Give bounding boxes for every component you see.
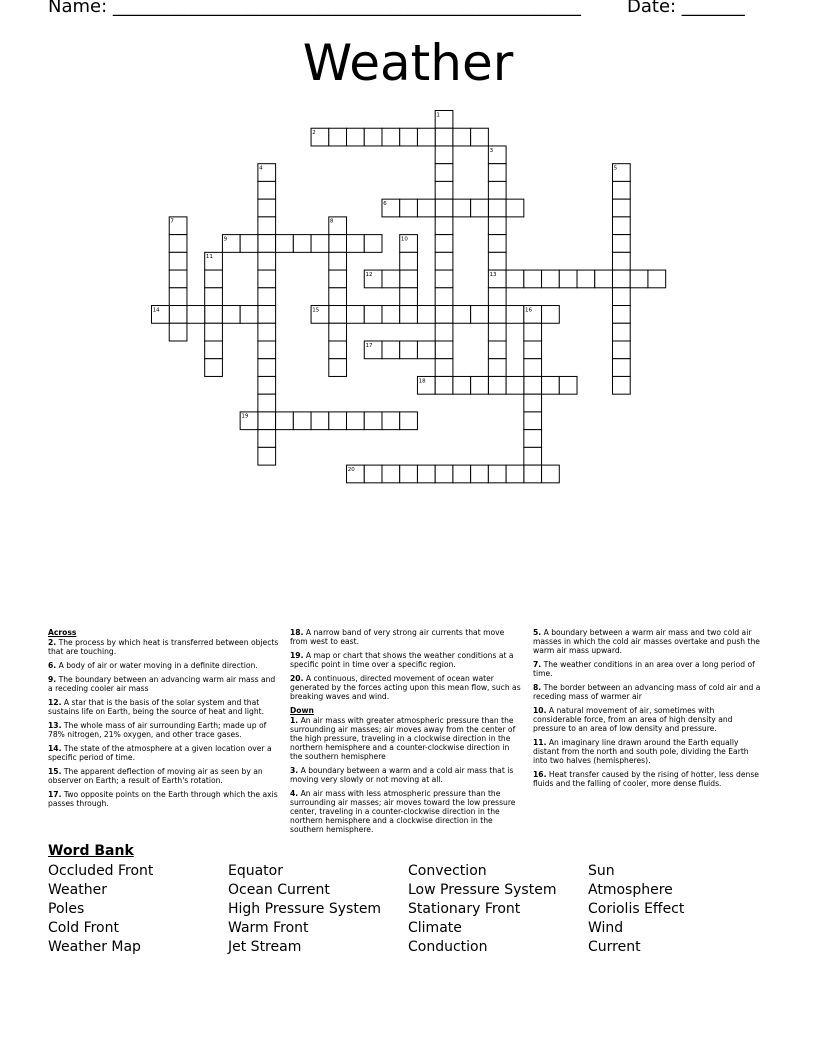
- page-title: Weather: [302, 34, 514, 92]
- clue-item: [48, 638, 280, 656]
- clue-item: [48, 675, 280, 693]
- clue-text: The state of the atmosphere at a given location over a specific period of time.: [48, 744, 272, 762]
- word-bank-title: Word Bank: [48, 843, 134, 859]
- grid-cell[interactable]: [240, 306, 258, 324]
- grid-cell[interactable]: [347, 235, 365, 253]
- clue-text: A map or chart that shows the weather conditions at a specific point in time over a specific region.: [290, 651, 514, 669]
- grid-cell[interactable]: [524, 412, 542, 430]
- grid-cell[interactable]: [382, 270, 400, 288]
- grid-cell[interactable]: [347, 128, 365, 146]
- grid-cell[interactable]: [400, 412, 418, 430]
- clue-number: 10: [400, 236, 408, 243]
- grid-cell[interactable]: [329, 323, 347, 341]
- grid-cell[interactable]: [612, 181, 630, 199]
- clue-text: The boundary between an advancing warm air mass and a receding cooler air mass: [48, 675, 276, 693]
- grid-cell[interactable]: [205, 270, 223, 288]
- clue-number: 13: [489, 271, 497, 278]
- clue-number: 18: [418, 378, 426, 385]
- grid-cell[interactable]: [435, 128, 453, 146]
- grid-cell[interactable]: [471, 376, 489, 394]
- grid-cell[interactable]: [435, 306, 453, 324]
- clue-item: [48, 790, 280, 808]
- word-bank-item: Weather: [48, 882, 107, 898]
- grid-cell[interactable]: [524, 430, 542, 448]
- clue-number: 16: [525, 307, 533, 314]
- clue-number: 5: [613, 165, 618, 172]
- grid-cell[interactable]: [400, 252, 418, 270]
- clue-item: [533, 706, 765, 733]
- grid-cell[interactable]: [612, 199, 630, 217]
- grid-cell[interactable]: [488, 359, 506, 377]
- grid-cell[interactable]: [400, 199, 418, 217]
- grid-cell[interactable]: [435, 323, 453, 341]
- grid-cell[interactable]: [258, 217, 276, 235]
- grid-cell[interactable]: [471, 465, 489, 483]
- grid-cell[interactable]: [258, 359, 276, 377]
- clue-text: The whole mass of air surrounding Earth; made up of 78% nitrogen, 21% oxygen, and other trace gases.: [48, 721, 267, 739]
- clue-number: 20: [347, 466, 355, 473]
- grid-cell[interactable]: [258, 270, 276, 288]
- grid-cell[interactable]: [471, 306, 489, 324]
- grid-cell[interactable]: [205, 359, 223, 377]
- grid-cell[interactable]: [293, 235, 311, 253]
- grid-cell[interactable]: [382, 465, 400, 483]
- grid-cell[interactable]: [488, 217, 506, 235]
- grid-cell[interactable]: [400, 288, 418, 306]
- clue-item: [533, 738, 765, 765]
- grid-cell[interactable]: [258, 394, 276, 412]
- grid-cell[interactable]: [382, 306, 400, 324]
- grid-cell[interactable]: [311, 235, 329, 253]
- grid-cell[interactable]: [612, 217, 630, 235]
- clue-num: 1.: [290, 716, 299, 725]
- word-bank-item: Warm Front: [228, 920, 309, 936]
- clue-num: 18.: [290, 628, 304, 637]
- clue-number: 4: [259, 165, 263, 172]
- grid-cell[interactable]: [169, 306, 187, 324]
- word-bank-item: Atmosphere: [588, 882, 673, 898]
- clue-num: 16.: [533, 770, 547, 779]
- grid-cell[interactable]: [435, 146, 453, 164]
- clue-num: 15.: [48, 767, 62, 776]
- clues-column-2: [290, 628, 522, 839]
- grid-cell[interactable]: [612, 270, 630, 288]
- grid-cell[interactable]: [488, 199, 506, 217]
- grid-cell[interactable]: [435, 217, 453, 235]
- clue-text: An air mass with greater atmospheric pressure than the surrounding air masses; air moves away from the center of the high pressure, traveling in a clockwise direction in the northern hemisphere and a counter-clockwise direction in the southern hemisphere: [290, 716, 516, 761]
- grid-cell[interactable]: [417, 341, 435, 359]
- grid-cell[interactable]: [435, 288, 453, 306]
- clue-text: The apparent deflection of moving air as seen by an observer on Earth; a result of Earth's rotation.: [48, 767, 263, 785]
- grid-cell[interactable]: [524, 376, 542, 394]
- clue-item: [290, 789, 522, 834]
- grid-cell[interactable]: [453, 376, 471, 394]
- grid-cell[interactable]: [488, 164, 506, 182]
- grid-cell[interactable]: [506, 199, 524, 217]
- grid-cell[interactable]: [435, 376, 453, 394]
- grid-cell[interactable]: [205, 323, 223, 341]
- grid-cell[interactable]: [400, 128, 418, 146]
- clue-item: [533, 770, 765, 788]
- grid-cell[interactable]: [382, 412, 400, 430]
- grid-cell[interactable]: [435, 359, 453, 377]
- word-bank-item: Cold Front: [48, 920, 119, 936]
- word-bank-item: Ocean Current: [228, 882, 330, 898]
- clues-column-3: [533, 628, 765, 793]
- clue-text: A boundary between a warm and a cold air mass that is moving very slowly or not moving at all.: [290, 766, 514, 784]
- grid-cell[interactable]: [559, 270, 577, 288]
- grid-cell[interactable]: [471, 199, 489, 217]
- grid-cell[interactable]: [542, 465, 560, 483]
- grid-cell[interactable]: [435, 235, 453, 253]
- clue-num: 13.: [48, 721, 62, 730]
- word-bank-column: [228, 862, 408, 957]
- grid-cell[interactable]: [453, 199, 471, 217]
- clue-item: [533, 660, 765, 678]
- grid-cell[interactable]: [524, 465, 542, 483]
- down-heading: Down: [290, 706, 314, 715]
- grid-cell[interactable]: [435, 270, 453, 288]
- grid-cell[interactable]: [506, 465, 524, 483]
- grid-cell[interactable]: [612, 323, 630, 341]
- clue-item: [533, 683, 765, 701]
- grid-cell[interactable]: [205, 341, 223, 359]
- clue-item: [48, 661, 280, 670]
- clue-num: 2.: [48, 638, 57, 647]
- crossword-grid: [0, 0, 816, 520]
- grid-cell[interactable]: [577, 270, 595, 288]
- grid-cell[interactable]: [187, 306, 205, 324]
- clue-text: A continuous, directed movement of ocean water generated by the forces acting upon this mean flow, such as breaking waves and wind.: [290, 674, 521, 701]
- grid-cell[interactable]: [276, 412, 294, 430]
- grid-cell[interactable]: [382, 341, 400, 359]
- clue-item: [48, 744, 280, 762]
- clue-item: [290, 716, 522, 761]
- grid-cell[interactable]: [329, 235, 347, 253]
- grid-cell[interactable]: [630, 270, 648, 288]
- grid-cell[interactable]: [382, 128, 400, 146]
- grid-cell[interactable]: [258, 235, 276, 253]
- clue-num: 17.: [48, 790, 62, 799]
- grid-cell[interactable]: [542, 270, 560, 288]
- clue-num: 5.: [533, 628, 542, 637]
- grid-cell[interactable]: [524, 359, 542, 377]
- grid-cell[interactable]: [453, 306, 471, 324]
- grid-cell[interactable]: [364, 235, 382, 253]
- clue-item: [290, 674, 522, 701]
- word-bank-item: Weather Map: [48, 939, 141, 955]
- grid-cell[interactable]: [364, 306, 382, 324]
- word-bank-column: [48, 862, 228, 957]
- word-bank-item: Sun: [588, 863, 615, 879]
- clue-item: [290, 766, 522, 784]
- grid-cell[interactable]: [488, 306, 506, 324]
- grid-cell[interactable]: [329, 288, 347, 306]
- grid-cell[interactable]: [612, 341, 630, 359]
- word-bank-item: Conduction: [408, 939, 488, 955]
- grid-cell[interactable]: [417, 465, 435, 483]
- grid-cell[interactable]: [258, 252, 276, 270]
- grid-cell[interactable]: [453, 128, 471, 146]
- grid-cell[interactable]: [258, 412, 276, 430]
- grid-cell[interactable]: [169, 235, 187, 253]
- word-bank-item: Equator: [228, 863, 283, 879]
- word-bank-item: Stationary Front: [408, 901, 521, 917]
- grid-cell[interactable]: [488, 252, 506, 270]
- grid-cell[interactable]: [258, 376, 276, 394]
- grid-cell[interactable]: [435, 181, 453, 199]
- clue-num: 14.: [48, 744, 62, 753]
- clue-text: The border between an advancing mass of cold air and a receding mass of warmer air: [533, 683, 761, 701]
- grid-cell[interactable]: [169, 270, 187, 288]
- word-bank-item: Low Pressure System: [408, 882, 557, 898]
- word-bank-item: Occluded Front: [48, 863, 154, 879]
- grid-cell[interactable]: [329, 412, 347, 430]
- clue-num: 19.: [290, 651, 304, 660]
- grid-cell[interactable]: [258, 199, 276, 217]
- clue-num: 6.: [48, 661, 57, 670]
- grid-cell[interactable]: [258, 288, 276, 306]
- clue-number: 11: [205, 254, 213, 261]
- clue-item: [48, 721, 280, 739]
- grid-cell[interactable]: [435, 465, 453, 483]
- grid-cell[interactable]: [258, 447, 276, 465]
- grid-cell[interactable]: [169, 323, 187, 341]
- grid-cell[interactable]: [648, 270, 666, 288]
- grid-cell[interactable]: [347, 412, 365, 430]
- clue-text: An imaginary line drawn around the Earth equally distant from the north and south pole, dividing the Earth into two halves (hemispheres).: [533, 738, 749, 765]
- grid-cell[interactable]: [258, 430, 276, 448]
- grid-cell[interactable]: [506, 376, 524, 394]
- clue-item: [48, 698, 280, 716]
- grid-cell[interactable]: [612, 306, 630, 324]
- grid-cell[interactable]: [417, 199, 435, 217]
- grid-cell[interactable]: [258, 323, 276, 341]
- grid-cell[interactable]: [595, 270, 613, 288]
- grid-cell[interactable]: [488, 235, 506, 253]
- grid-cell[interactable]: [524, 394, 542, 412]
- clue-text: A natural movement of air, sometimes with considerable force, from an area of high density and pressure to an area of low density and pressure.: [533, 706, 733, 733]
- word-bank-item: High Pressure System: [228, 901, 382, 917]
- date-field: Date: _______: [627, 0, 745, 17]
- grid-cell[interactable]: [612, 252, 630, 270]
- clue-number: 3: [489, 147, 494, 154]
- grid-cell[interactable]: [169, 288, 187, 306]
- grid-cell[interactable]: [400, 270, 418, 288]
- grid-cell[interactable]: [311, 412, 329, 430]
- grid-cell[interactable]: [329, 252, 347, 270]
- grid-cell[interactable]: [524, 447, 542, 465]
- grid-cell[interactable]: [524, 270, 542, 288]
- clue-text: Two opposite points on the Earth through which the axis passes through.: [48, 790, 278, 808]
- grid-cell[interactable]: [542, 376, 560, 394]
- grid-cell[interactable]: [417, 306, 435, 324]
- grid-cell[interactable]: [488, 341, 506, 359]
- grid-cell[interactable]: [329, 306, 347, 324]
- clue-num: 20.: [290, 674, 304, 683]
- grid-cell[interactable]: [258, 341, 276, 359]
- word-bank-item: Poles: [48, 901, 85, 917]
- clue-num: 10.: [533, 706, 547, 715]
- grid-cell[interactable]: [329, 128, 347, 146]
- grid-cell[interactable]: [329, 270, 347, 288]
- clue-number: 8: [330, 218, 334, 225]
- grid-cell[interactable]: [435, 199, 453, 217]
- grid-cell[interactable]: [329, 341, 347, 359]
- clue-num: 4.: [290, 789, 299, 798]
- clue-text: A body of air or water moving in a definite direction.: [56, 661, 258, 670]
- grid-cell[interactable]: [471, 128, 489, 146]
- grid-cell[interactable]: [612, 288, 630, 306]
- grid-cell[interactable]: [364, 128, 382, 146]
- grid-cell[interactable]: [524, 341, 542, 359]
- grid-cell[interactable]: [488, 376, 506, 394]
- clue-num: 3.: [290, 766, 299, 775]
- word-bank-item: Wind: [588, 920, 624, 936]
- clue-num: 9.: [48, 675, 57, 684]
- clue-num: 7.: [533, 660, 542, 669]
- grid-cell[interactable]: [488, 181, 506, 199]
- grid-cell[interactable]: [400, 306, 418, 324]
- grid-cell[interactable]: [258, 306, 276, 324]
- clue-number: 19: [241, 413, 249, 420]
- grid-cell[interactable]: [293, 412, 311, 430]
- grid-cell[interactable]: [364, 465, 382, 483]
- across-heading: Across: [48, 628, 77, 637]
- clue-number: 7: [170, 218, 174, 225]
- name-field: Name: ____________________________________________________: [48, 0, 581, 17]
- clue-number: 14: [152, 307, 160, 314]
- grid-cell[interactable]: [169, 252, 187, 270]
- clue-text: A narrow band of very strong air currents that move from west to east.: [290, 628, 505, 646]
- grid-cell[interactable]: [364, 412, 382, 430]
- clue-number: 2: [312, 130, 316, 137]
- grid-cell[interactable]: [488, 288, 506, 306]
- grid-cell[interactable]: [488, 465, 506, 483]
- clue-item: [290, 651, 522, 669]
- word-bank-column: [588, 862, 768, 957]
- clue-num: 8.: [533, 683, 542, 692]
- clue-number: 17: [365, 342, 373, 349]
- word-bank-item: Current: [588, 939, 641, 955]
- grid-cell[interactable]: [417, 128, 435, 146]
- grid-cell[interactable]: [400, 341, 418, 359]
- grid-cell[interactable]: [258, 181, 276, 199]
- clue-number: 15: [312, 307, 320, 314]
- grid-cell[interactable]: [524, 323, 542, 341]
- grid-cell[interactable]: [435, 252, 453, 270]
- clue-number: 1: [436, 112, 440, 119]
- grid-cell[interactable]: [400, 465, 418, 483]
- grid-cell[interactable]: [506, 306, 524, 324]
- grid-cell[interactable]: [453, 465, 471, 483]
- clue-text: The process by which heat is transferred between objects that are touching.: [48, 638, 279, 656]
- grid-cell[interactable]: [435, 164, 453, 182]
- clue-number: 6: [383, 200, 387, 207]
- word-bank-item: Coriolis Effect: [588, 901, 685, 917]
- clue-text: An air mass with less atmospheric pressure than the surrounding air masses; air moves toward the low pressure center, traveling in a counter-clockwise direction in the northern hemisphere and a clockwise direction in the southern hemisphere.: [290, 789, 516, 834]
- grid-cell[interactable]: [612, 359, 630, 377]
- grid-cell[interactable]: [240, 235, 258, 253]
- grid-cell[interactable]: [612, 235, 630, 253]
- grid-cell[interactable]: [329, 359, 347, 377]
- grid-cell[interactable]: [542, 306, 560, 324]
- clue-number: 9: [223, 236, 228, 243]
- clue-text: A star that is the basis of the solar system and that sustains life on Earth, being the source of heat and light.: [48, 698, 265, 716]
- word-bank-item: Convection: [408, 863, 487, 879]
- grid-cell[interactable]: [205, 288, 223, 306]
- word-bank-item: Jet Stream: [228, 939, 302, 955]
- clue-item: [290, 628, 522, 646]
- grid-cell[interactable]: [347, 306, 365, 324]
- grid-cell[interactable]: [205, 306, 223, 324]
- clue-number: 12: [365, 271, 373, 278]
- grid-cell[interactable]: [276, 235, 294, 253]
- word-bank-item: Climate: [408, 920, 462, 936]
- clue-text: The weather conditions in an area over a long period of time.: [533, 660, 755, 678]
- grid-cell[interactable]: [506, 270, 524, 288]
- grid-cell[interactable]: [559, 376, 577, 394]
- grid-cell[interactable]: [488, 323, 506, 341]
- clues-column-1: [48, 628, 280, 813]
- word-bank-column: [408, 862, 588, 957]
- grid-cell[interactable]: [435, 341, 453, 359]
- clue-item: [48, 767, 280, 785]
- clue-item: [533, 628, 765, 655]
- grid-cell[interactable]: [612, 376, 630, 394]
- clue-num: 11.: [533, 738, 547, 747]
- clue-text: A boundary between a warm air mass and two cold air masses in which the cold air masses overtake and push the warm air mass upward.: [533, 628, 760, 655]
- clue-num: 12.: [48, 698, 62, 707]
- grid-cell[interactable]: [222, 306, 240, 324]
- clue-text: Heat transfer caused by the rising of hotter, less dense fluids and the falling of cooler, more dense fluids.: [533, 770, 759, 788]
